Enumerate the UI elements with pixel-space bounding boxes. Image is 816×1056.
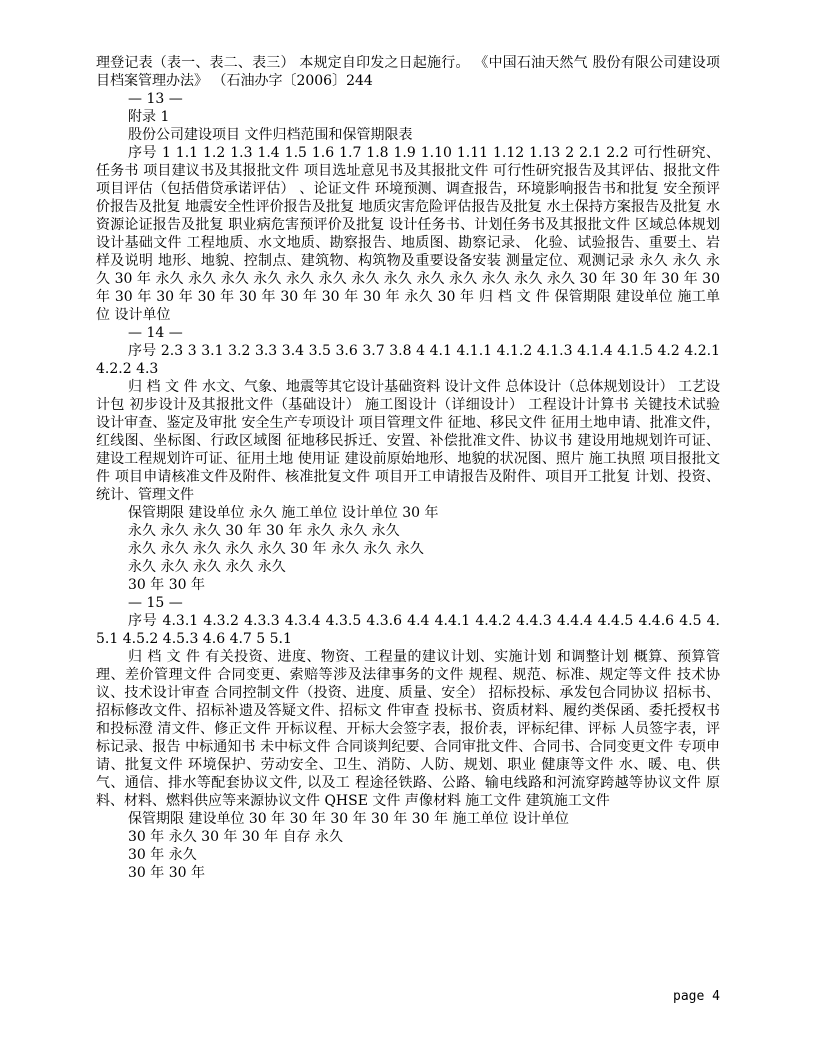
table-section-3-numbers: 序号 4.3.1 4.3.2 4.3.3 4.3.4 4.3.5 4.3.6 4.4 4.4.1 4.4.2 4.4.3 4.4.4 4.4.5 4.4.6 4.5 4.5.1 4.5.2 4.5.3 4.6 4.7 5 5.1 (96, 613, 720, 647)
table-section-3-documents: 归 档 文 件 有关投资、进度、物资、工程量的建议计划、实施计划 和调整计划 概算、预算管理、差价管理文件 合同变更、索赔等涉及法律事务的文件 规程、规范、标准、规定等文件 技术协议、技术设计审查 合同控制文件（投资、进度、质量、安全） 招标投标、承发包合同协议 招标书、招标修改文件、招标补遗及答疑文件、招标文 件审查 投标书、资质材料、履约类保函、委托授权书和投标澄 清文件、修正文件 开标议程、开标大会签字表，报价表，评标纪律、评标 人员签字表，评标记录、报告 中标通知书 未中标文件 合同谈判纪要、合同审批文件、合同书、合同变更文件 专项申请、批复文件 环境保护、劳动安全、卫生、消防、人防、规划、职业 健康等文件 水、暖、电、供气、通信、排水等配套协议文件, 以及工 程途径铁路、公路、输电线路和河流穿跨越等协议文件 原料、材料、燃料供应等来源协议文件 QHSE 文件 声像材料 施工文件 建筑施工文件 (96, 649, 720, 809)
table-title: 股份公司建设项目 文件归档范围和保管期限表 (128, 127, 413, 143)
page-footer-number: page 4 (673, 989, 720, 1004)
appendix-heading: 附录 1 (128, 109, 170, 125)
table-section-2-documents: 归 档 文 件 水文、气象、地震等其它设计基础资料 设计文件 总体设计（总体规划设计） 工艺设计包 初步设计及其报批文件（基础设计） 施工图设计（详细设计） 工程设计计算书 关键技术试验 设计审查、鉴定及审批 安全生产专项设计 项目管理文件 征地、移民文件 征用土地申请、批准文件，红线图、坐标图、行政区域图 征地移民拆迁、安置、补偿批准文件、协议书 建设用地规划许可证、建设工程规划许可证、征用土地 使用证 建设前原始地形、地貌的状况图、照片 施工执照 项目报批文件 项目申请核准文件及附件、核准批复文件 项目开工申请报告及附件、项目开工批复 计划、投资、统计、管理文件 (96, 379, 720, 503)
table-section-2-numbers: 序号 2.3 3 3.1 3.2 3.3 3.4 3.5 3.6 3.7 3.8 4 4.1 4.1.1 4.1.2 4.1.3 4.1.4 4.1.5 4.2 4.2.1 4.2.2 4.3 (96, 343, 720, 377)
page-number-14: — 14 — (128, 325, 183, 341)
paragraph-closing-clause: 理登记表（表一、表二、表三） 本规定自印发之日起施行。 《中国石油天然气 股份有限公司建设项目档案管理办法》 （石油办字〔2006〕244 (96, 55, 720, 89)
retention-row: 永久 永久 永久 永久 永久 (128, 559, 286, 575)
retention-row: 30 年 30 年 (128, 865, 205, 881)
page-number-15: — 15 — (128, 595, 183, 611)
retention-header: 保管期限 建设单位 永久 施工单位 设计单位 30 年 (128, 505, 439, 521)
retention-row: 30 年 永久 30 年 30 年 自存 永久 (128, 829, 344, 845)
document-body (96, 54, 720, 882)
table-section-1: 序号 1 1.1 1.2 1.3 1.4 1.5 1.6 1.7 1.8 1.9 1.10 1.11 1.12 1.13 2 2.1 2.2 可行性研究、任务书 项目建议书及其报批文件 项目选址意见书及其报批文件 可行性研究报告及其评估、报批文件 项目评估（包括借贷承诺评估） 、论证文件 环境预测、调查报告，环境影响报告书和批复 安全预评价报告及批复 地震安全性评价报告及批复 地质灾害危险评估报告及批复 水土保持方案报告及批复 水资源论证报告及批复 职业病危害预评价及批复 设计任务书、计划任务书及其报批文件 区域总体规划 设计基础文件 工程地质、水文地质、勘察报告、地质图、勘察记录、 化验、试验报告、重要土、岩样及说明 地形、地貌、控制点、建筑物、构筑物及重要设备安装 测量定位、观测记录 永久 永久 永久 30 年 永久 永久 永久 永久 永久 永久 永久 永久 永久 永久 永久 永久 永久 30 年 30 年 30 年 30 年 30 年 30 年 30 年 30 年 30 年 30 年 30 年 永久 30 年 归 档 文 件 保管期限 建设单位 施工单位 设计单位 (96, 145, 720, 323)
page-number-13: — 13 — (128, 91, 183, 107)
retention-row: 30 年 30 年 (128, 577, 205, 593)
retention-header: 保管期限 建设单位 30 年 30 年 30 年 30 年 30 年 施工单位 设计单位 (128, 811, 569, 827)
retention-row: 永久 永久 永久 30 年 30 年 永久 永久 永久 (128, 523, 400, 539)
retention-row: 30 年 永久 (128, 847, 197, 863)
retention-row: 永久 永久 永久 永久 永久 30 年 永久 永久 永久 (128, 541, 424, 557)
